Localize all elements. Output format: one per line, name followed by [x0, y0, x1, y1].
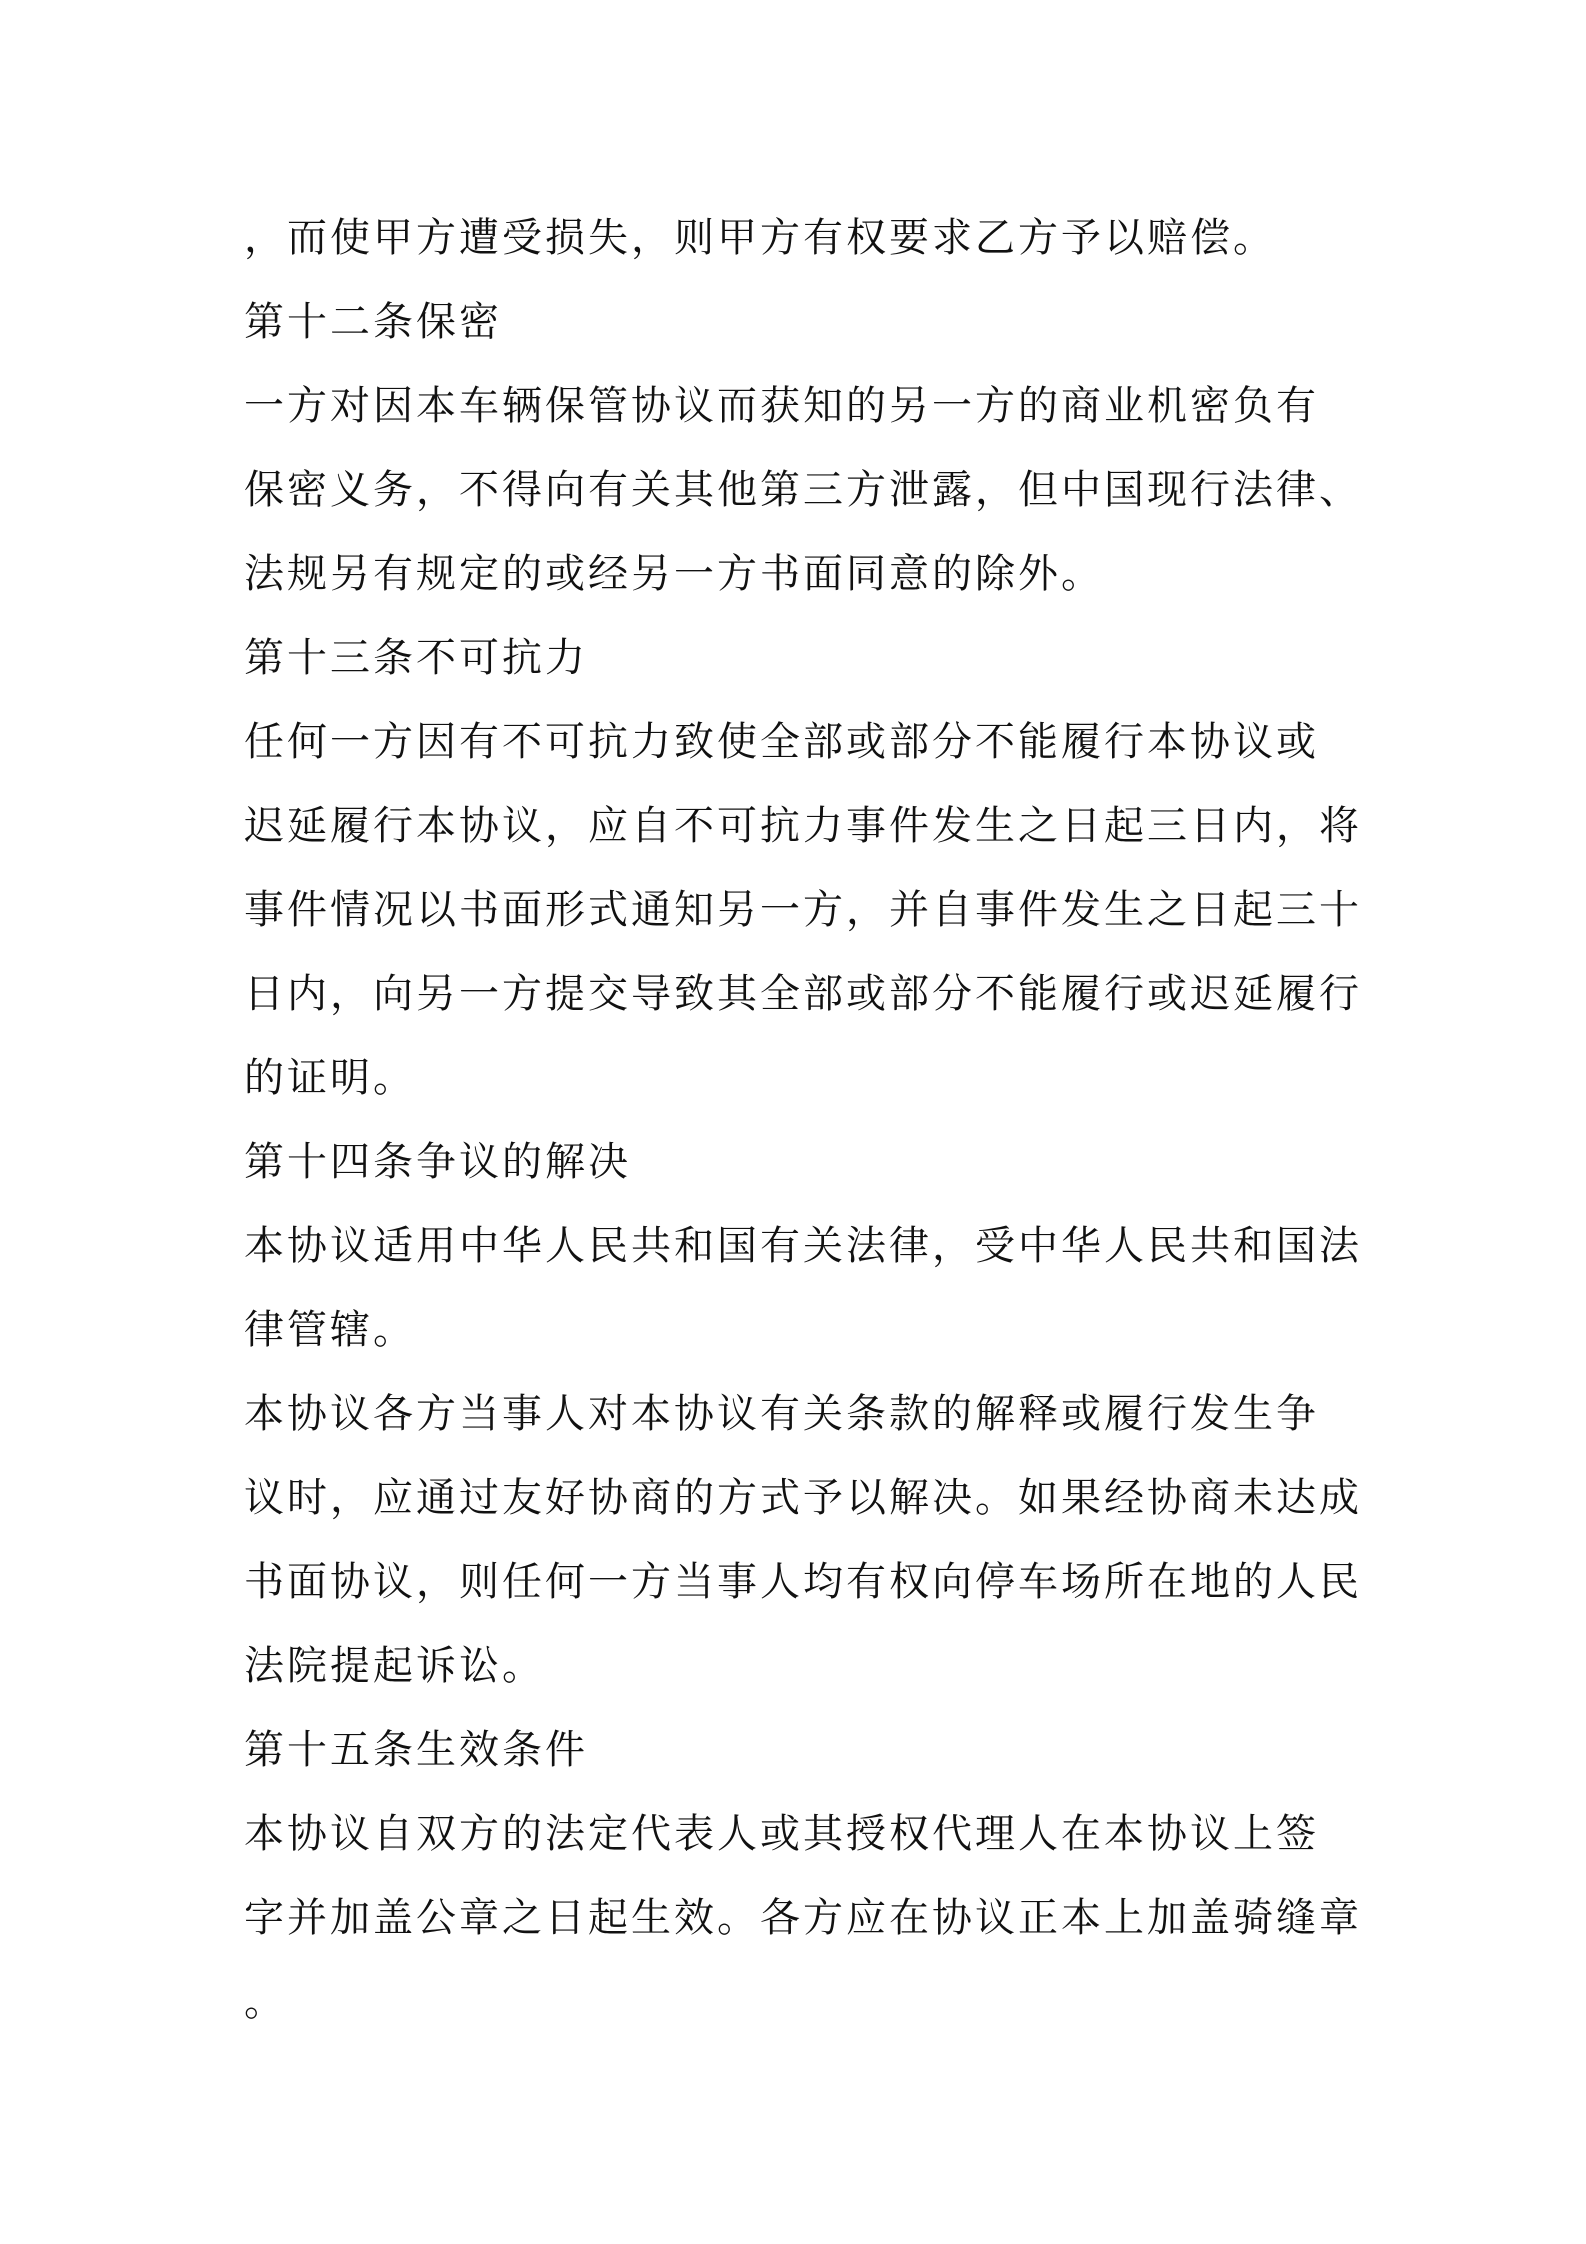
text-line: ，而使甲方遭受损失，则甲方有权要求乙方予以赔偿。 — [244, 215, 1276, 261]
text-line: 法院提起诉讼。 — [244, 1643, 545, 1689]
text-line: 议时，应通过友好协商的方式予以解决。如果经协商未达成 — [244, 1475, 1362, 1521]
text-line: 迟延履行本协议，应自不可抗力事件发生之日起三日内，将 — [244, 803, 1362, 849]
text-line: 本协议自双方的法定代表人或其授权代理人在本协议上签 — [244, 1811, 1319, 1857]
text-line: 本协议各方当事人对本协议有关条款的解释或履行发生争 — [244, 1391, 1319, 1437]
text-line: 保密义务，不得向有关其他第三方泄露，但中国现行法律、 — [244, 467, 1362, 513]
text-line: 任何一方因有不可抗力致使全部或部分不能履行本协议或 — [244, 719, 1319, 765]
article-heading: 第十四条争议的解决 — [244, 1139, 631, 1185]
text-line: 事件情况以书面形式通知另一方，并自事件发生之日起三十 — [244, 887, 1362, 933]
text-line: 本协议适用中华人民共和国有关法律，受中华人民共和国法 — [244, 1223, 1362, 1269]
text-line: 律管辖。 — [244, 1307, 416, 1353]
text-line: 日内，向另一方提交导致其全部或部分不能履行或迟延履行 — [244, 971, 1362, 1017]
article-heading: 第十二条保密 — [244, 299, 502, 345]
text-line: 法规另有规定的或经另一方书面同意的除外。 — [244, 551, 1104, 597]
text-line: 一方对因本车辆保管协议而获知的另一方的商业机密负有 — [244, 383, 1319, 429]
text-line: 的证明。 — [244, 1055, 416, 1101]
article-heading: 第十五条生效条件 — [244, 1727, 588, 1773]
text-line: 字并加盖公章之日起生效。各方应在协议正本上加盖骑缝章 — [244, 1895, 1362, 1941]
document-page — [244, 196, 1364, 2044]
article-heading: 第十三条不可抗力 — [244, 635, 588, 681]
text-line: 书面协议，则任何一方当事人均有权向停车场所在地的人民 — [244, 1559, 1362, 1605]
text-line: 。 — [244, 1979, 287, 2025]
